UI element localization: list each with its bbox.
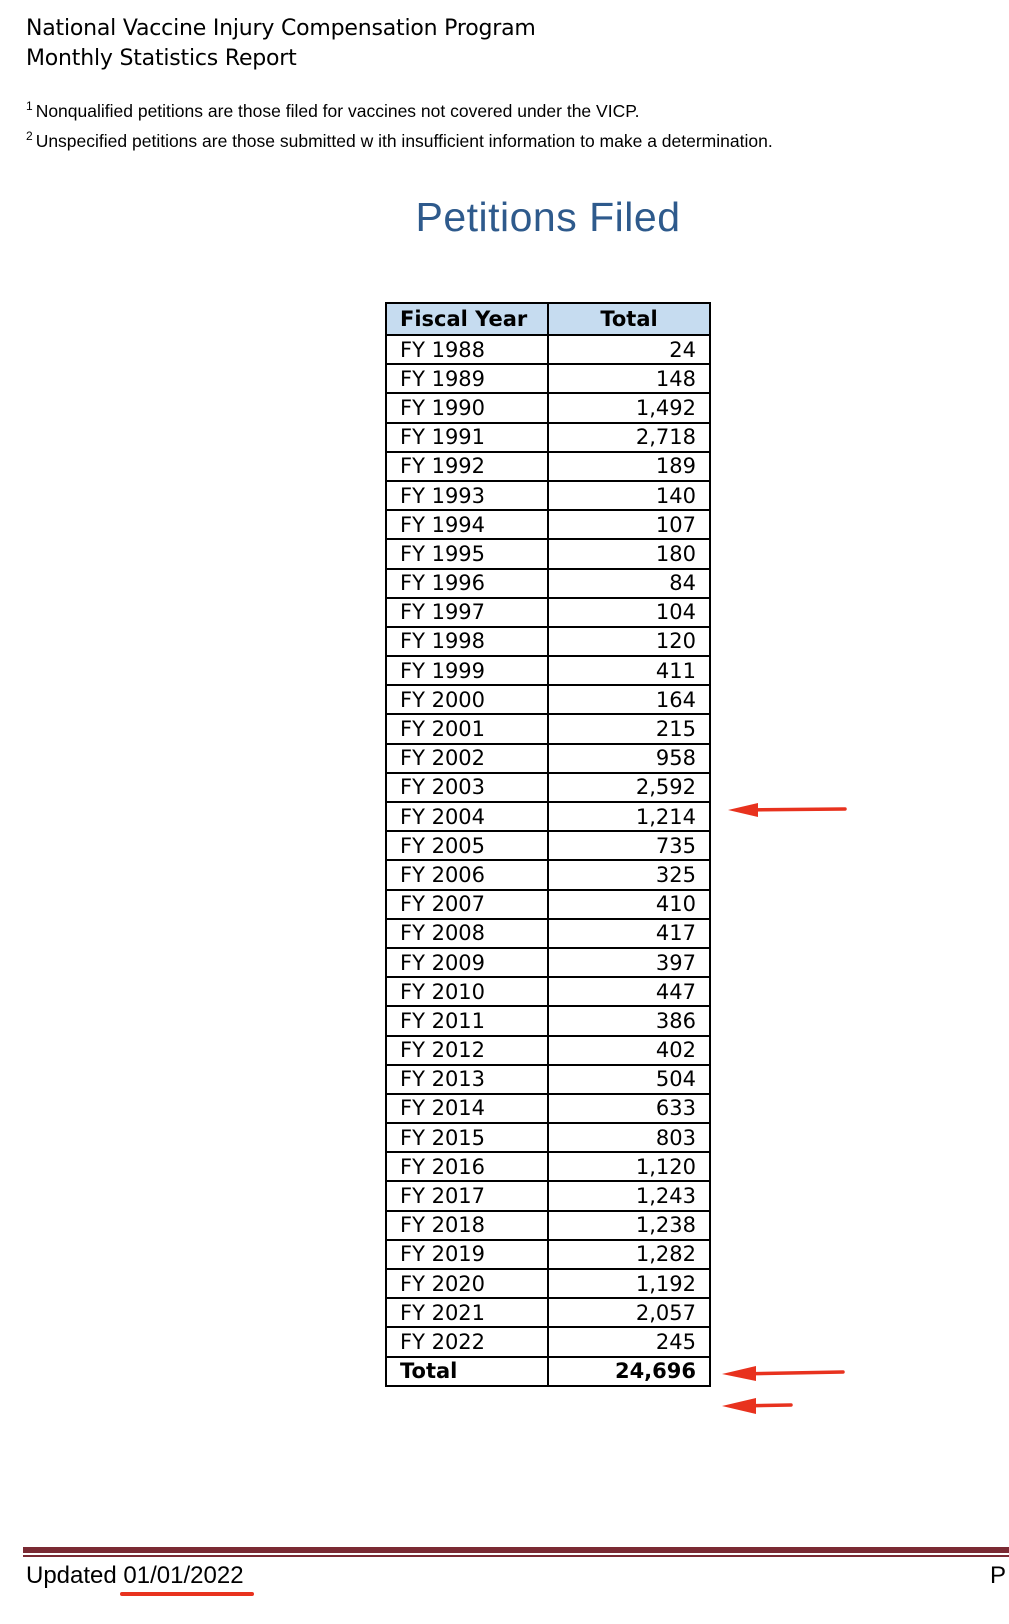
fiscal-year-cell: FY 2000 bbox=[386, 685, 548, 714]
fiscal-year-cell: FY 1992 bbox=[386, 452, 548, 481]
total-cell: 120 bbox=[548, 627, 710, 656]
table-row bbox=[386, 890, 710, 919]
fiscal-year-cell: FY 2008 bbox=[386, 919, 548, 948]
table-row bbox=[386, 1211, 710, 1240]
table-row bbox=[386, 1006, 710, 1035]
footnote-mark: 2 bbox=[26, 129, 33, 143]
total-cell: 189 bbox=[548, 452, 710, 481]
total-cell: 417 bbox=[548, 919, 710, 948]
date-underline-annotation bbox=[120, 1592, 254, 1596]
total-cell: 1,243 bbox=[548, 1181, 710, 1210]
total-cell: 107 bbox=[548, 510, 710, 539]
fiscal-year-cell: FY 1993 bbox=[386, 481, 548, 510]
report-subtitle: Monthly Statistics Report bbox=[26, 46, 297, 71]
total-cell: 402 bbox=[548, 1036, 710, 1065]
fiscal-year-cell: FY 2010 bbox=[386, 977, 548, 1006]
total-cell: 410 bbox=[548, 890, 710, 919]
fiscal-year-cell: FY 2001 bbox=[386, 714, 548, 743]
table-row bbox=[386, 1181, 710, 1210]
table-row bbox=[386, 919, 710, 948]
footnote-mark: 1 bbox=[26, 99, 33, 113]
total-cell: 148 bbox=[548, 364, 710, 393]
fiscal-year-cell: FY 2018 bbox=[386, 1211, 548, 1240]
table-row bbox=[386, 656, 710, 685]
column-header-fiscal-year: Fiscal Year bbox=[386, 303, 548, 335]
table-row bbox=[386, 423, 710, 452]
arrow-left-icon bbox=[728, 800, 848, 820]
fiscal-year-cell: FY 1999 bbox=[386, 656, 548, 685]
report-header bbox=[26, 14, 536, 74]
program-title: National Vaccine Injury Compensation Program bbox=[26, 16, 536, 41]
fiscal-year-cell: FY 1988 bbox=[386, 335, 548, 364]
total-cell: 215 bbox=[548, 714, 710, 743]
table-row bbox=[386, 510, 710, 539]
fiscal-year-cell: FY 1991 bbox=[386, 423, 548, 452]
fiscal-year-cell: FY 2022 bbox=[386, 1327, 548, 1356]
table-row bbox=[386, 569, 710, 598]
table-row bbox=[386, 1094, 710, 1123]
total-cell: 84 bbox=[548, 569, 710, 598]
table-row bbox=[386, 1240, 710, 1269]
fiscal-year-cell: FY 2019 bbox=[386, 1240, 548, 1269]
total-cell: 958 bbox=[548, 744, 710, 773]
total-cell: 803 bbox=[548, 1123, 710, 1152]
total-cell: 1,192 bbox=[548, 1269, 710, 1298]
table-total-row bbox=[386, 1357, 710, 1386]
total-cell: 325 bbox=[548, 860, 710, 889]
total-cell: 180 bbox=[548, 539, 710, 568]
table-row bbox=[386, 598, 710, 627]
table-row bbox=[386, 481, 710, 510]
arrow-left-icon bbox=[722, 1363, 846, 1383]
table-row bbox=[386, 1152, 710, 1181]
footer-updated bbox=[26, 1562, 244, 1590]
page-title: Petitions Filed bbox=[415, 194, 681, 240]
total-cell: 411 bbox=[548, 656, 710, 685]
total-cell: 397 bbox=[548, 948, 710, 977]
total-cell: 447 bbox=[548, 977, 710, 1006]
total-cell: 504 bbox=[548, 1065, 710, 1094]
fiscal-year-cell: FY 2020 bbox=[386, 1269, 548, 1298]
fiscal-year-cell: FY 2011 bbox=[386, 1006, 548, 1035]
petitions-table bbox=[385, 302, 711, 1387]
fiscal-year-cell: FY 2009 bbox=[386, 948, 548, 977]
total-cell: 1,492 bbox=[548, 393, 710, 422]
footnote-1 bbox=[26, 94, 773, 124]
total-cell: 104 bbox=[548, 598, 710, 627]
total-cell: 735 bbox=[548, 831, 710, 860]
fiscal-year-cell: FY 1995 bbox=[386, 539, 548, 568]
fiscal-year-cell: FY 2006 bbox=[386, 860, 548, 889]
total-cell: 1,282 bbox=[548, 1240, 710, 1269]
table-row bbox=[386, 685, 710, 714]
total-cell: 1,238 bbox=[548, 1211, 710, 1240]
total-cell: 2,718 bbox=[548, 423, 710, 452]
total-cell: 245 bbox=[548, 1327, 710, 1356]
fiscal-year-cell: FY 2015 bbox=[386, 1123, 548, 1152]
table-row bbox=[386, 1036, 710, 1065]
table-row bbox=[386, 1065, 710, 1094]
fiscal-year-cell: FY 2017 bbox=[386, 1181, 548, 1210]
table-row bbox=[386, 948, 710, 977]
total-cell: 386 bbox=[548, 1006, 710, 1035]
table-row bbox=[386, 860, 710, 889]
table-row bbox=[386, 744, 710, 773]
table-row bbox=[386, 773, 710, 802]
footnote-2 bbox=[26, 124, 773, 154]
fiscal-year-cell: FY 2007 bbox=[386, 890, 548, 919]
total-cell: 633 bbox=[548, 1094, 710, 1123]
total-cell: 1,214 bbox=[548, 802, 710, 831]
fiscal-year-cell: FY 1996 bbox=[386, 569, 548, 598]
footer-divider-thin bbox=[23, 1555, 1009, 1557]
table-row bbox=[386, 1123, 710, 1152]
table-row bbox=[386, 364, 710, 393]
table-row bbox=[386, 452, 710, 481]
fiscal-year-cell: FY 2014 bbox=[386, 1094, 548, 1123]
table-row bbox=[386, 335, 710, 364]
footer-divider bbox=[23, 1547, 1009, 1553]
column-header-total: Total bbox=[548, 303, 710, 335]
grand-total-cell: 24,696 bbox=[548, 1357, 710, 1386]
table-row bbox=[386, 1298, 710, 1327]
total-label-cell: Total bbox=[386, 1357, 548, 1386]
fiscal-year-cell: FY 2016 bbox=[386, 1152, 548, 1181]
table-row bbox=[386, 831, 710, 860]
fiscal-year-cell: FY 2021 bbox=[386, 1298, 548, 1327]
table-row bbox=[386, 977, 710, 1006]
updated-date: 01/01/2022 bbox=[123, 1562, 244, 1589]
footnotes bbox=[26, 94, 773, 154]
total-cell: 2,592 bbox=[548, 773, 710, 802]
fiscal-year-cell: FY 1998 bbox=[386, 627, 548, 656]
fiscal-year-cell: FY 2012 bbox=[386, 1036, 548, 1065]
table-row bbox=[386, 393, 710, 422]
table-body bbox=[386, 335, 710, 1386]
table-row bbox=[386, 539, 710, 568]
table-header-row bbox=[386, 303, 710, 335]
total-cell: 140 bbox=[548, 481, 710, 510]
total-cell: 24 bbox=[548, 335, 710, 364]
table-row bbox=[386, 802, 710, 831]
total-cell: 164 bbox=[548, 685, 710, 714]
fiscal-year-cell: FY 1997 bbox=[386, 598, 548, 627]
fiscal-year-cell: FY 2005 bbox=[386, 831, 548, 860]
total-cell: 2,057 bbox=[548, 1298, 710, 1327]
arrow-left-icon bbox=[722, 1396, 794, 1416]
footnote-text: Nonqualified petitions are those filed for vaccines not covered under the VICP. bbox=[35, 101, 640, 121]
page-marker: P bbox=[990, 1562, 1007, 1589]
fiscal-year-cell: FY 2003 bbox=[386, 773, 548, 802]
updated-label: Updated bbox=[26, 1562, 117, 1589]
fiscal-year-cell: FY 1989 bbox=[386, 364, 548, 393]
table-row bbox=[386, 1327, 710, 1356]
fiscal-year-cell: FY 2013 bbox=[386, 1065, 548, 1094]
fiscal-year-cell: FY 2004 bbox=[386, 802, 548, 831]
fiscal-year-cell: FY 1994 bbox=[386, 510, 548, 539]
table-row bbox=[386, 714, 710, 743]
total-cell: 1,120 bbox=[548, 1152, 710, 1181]
fiscal-year-cell: FY 2002 bbox=[386, 744, 548, 773]
fiscal-year-cell: FY 1990 bbox=[386, 393, 548, 422]
footnote-text: Unspecified petitions are those submitted w ith insufficient information to make a determination. bbox=[35, 131, 773, 151]
table-row bbox=[386, 627, 710, 656]
table-row bbox=[386, 1269, 710, 1298]
